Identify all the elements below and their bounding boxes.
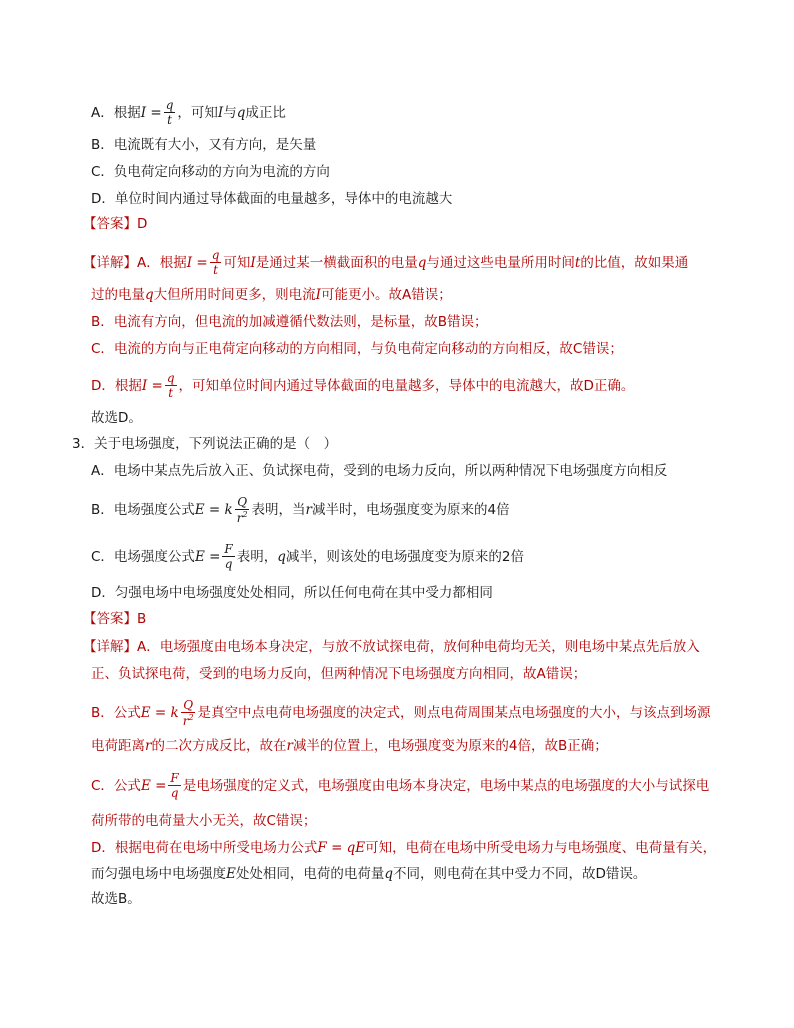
numerator: F	[224, 542, 233, 556]
answer-label: 【答案】D	[83, 216, 148, 232]
denominator: q	[224, 557, 233, 571]
denominator: t	[167, 113, 172, 127]
option-b-text: 表明，当	[251, 502, 306, 518]
detail-text: 电荷距离	[91, 738, 145, 754]
formula-lhs: E =	[194, 548, 221, 565]
detail-line-1: 【详解】A．电场强度由电场本身决定，与放不放试探电荷，放何种电荷均无关，则电场中某点先后放入	[83, 639, 700, 655]
exponent: 2	[242, 510, 248, 519]
formula: F = qE	[317, 840, 366, 856]
detail-text: 不同，则电荷在其中受力不同，故D错误。	[393, 866, 647, 882]
detail-text: 可知	[223, 254, 251, 271]
option-a	[91, 99, 286, 126]
numerator: q	[165, 98, 174, 112]
detail-text: 而匀强电场中电场强度	[91, 866, 226, 882]
option-a-text: 与	[223, 104, 237, 121]
fraction-q-over-t	[210, 249, 222, 276]
numerator: q	[166, 371, 175, 385]
detail-text: 过的电量	[91, 287, 145, 303]
detail-text: ，可知单位时间内通过导体截面的电量越多，导体中的电流越大，故D正确。	[178, 377, 635, 394]
detail-text: 是真空中点电荷电场强度的决定式，则点电荷周围某点电场强度的大小，与该点到场源	[197, 705, 711, 721]
detail-text: 与通过这些电量所用时间	[426, 254, 575, 271]
formula-lhs: E = k	[194, 502, 233, 518]
variable: q	[277, 548, 286, 565]
detail-text: 处处相同，电荷的电荷量	[235, 866, 385, 882]
fraction-f-over-q	[168, 772, 180, 799]
variable: q	[384, 866, 394, 882]
variable: I	[315, 287, 321, 303]
numerator: Q	[183, 698, 194, 712]
detail-line-5	[91, 772, 709, 799]
detail-text: D．根据	[91, 377, 142, 394]
numerator: q	[211, 248, 220, 262]
detail-line-2	[91, 285, 452, 305]
detail-line-2: 正、负试探电荷，受到的电场力反向，但两种情况下电场强度方向相同，故A错误；	[91, 666, 587, 682]
detail-text: 的比值，故如果通	[580, 254, 689, 271]
denominator	[181, 713, 196, 727]
answer-label: 【答案】B	[83, 611, 147, 627]
conclusion-line: 故选B。	[91, 891, 141, 907]
option-c-text: C．电场强度公式	[91, 548, 195, 565]
detail-line-4	[91, 736, 608, 756]
denominator: t	[168, 386, 174, 400]
detail-text: D．根据电荷在电场中所受电场力公式	[91, 840, 318, 856]
variable: I	[250, 254, 256, 271]
variable: r	[145, 738, 152, 754]
variable: q	[145, 287, 154, 303]
option-a-text: 成正比	[245, 104, 286, 121]
formula-lhs: E =	[140, 777, 167, 794]
detail-line-1	[83, 249, 688, 276]
detail-line-5	[91, 372, 634, 399]
fraction-q-over-r-squared	[235, 496, 250, 524]
option-b	[91, 496, 510, 524]
variable: r	[286, 738, 293, 754]
variable: I	[217, 104, 224, 121]
detail-line-3	[91, 699, 711, 727]
detail-line-8	[91, 864, 646, 884]
fraction-q-over-t	[165, 372, 177, 399]
formula-lhs: I =	[186, 254, 208, 271]
formula-lhs: I =	[141, 377, 163, 394]
detail-text: C．公式	[91, 777, 141, 794]
detail-text: 是电场强度的定义式，电场强度由电场本身决定，电场中某点的电场强度的大小与试探电	[182, 777, 710, 794]
formula-lhs: E = k	[140, 705, 179, 721]
option-a-text: ，可知	[177, 104, 218, 121]
fraction-q-over-r-squared	[181, 699, 196, 727]
question-3-stem: 3．关于电场强度，下列说法正确的是（ ）	[72, 436, 338, 452]
option-c-text: 减半，则该处的电场强度变为原来的2倍	[285, 548, 524, 565]
denominator: t	[213, 263, 218, 277]
fraction-q-over-t	[164, 99, 176, 126]
variable: q	[417, 254, 427, 271]
option-b-text: B．电场强度公式	[91, 502, 195, 518]
formula-lhs: I =	[140, 104, 162, 121]
denominator	[235, 510, 250, 524]
variable: E	[226, 866, 236, 882]
detail-text: B．公式	[91, 705, 141, 721]
option-c	[91, 543, 524, 570]
variable: r	[305, 502, 313, 518]
option-a: A．电场中某点先后放入正、负试探电荷，受到的电场力反向，所以两种情况下电场强度方向相反	[91, 463, 668, 479]
numerator: F	[170, 771, 179, 785]
detail-line-6: 荷所带的电荷量大小无关，故C错误；	[91, 813, 317, 829]
option-b: B．电流既有大小，又有方向，是矢量	[91, 137, 317, 153]
detail-line-3: B．电流有方向，但电流的加减遵循代数法则，是标量，故B错误；	[91, 314, 488, 330]
exponent: 2	[188, 713, 194, 722]
conclusion-line: 故选D。	[91, 410, 142, 426]
option-d: D．单位时间内通过导体截面的电量越多，导体中的电流越大	[91, 191, 453, 207]
detail-line-7	[91, 838, 716, 858]
detail-text: 大但所用时间更多，则电流	[153, 287, 316, 303]
option-d: D．匀强电场中电场强度处处相同，所以任何电荷在其中受力都相同	[91, 585, 493, 601]
denominator-base: r	[182, 714, 189, 728]
detail-text: A．根据	[137, 254, 187, 271]
option-a-text: A．根据	[91, 104, 141, 121]
option-c-text: 表明，	[236, 548, 278, 565]
denominator-base: r	[236, 511, 243, 525]
detail-text: 是通过某一横截面积的电量	[255, 254, 418, 271]
detail-text: 可能更小。故A错误；	[321, 287, 452, 303]
option-b-text: 减半时，电场强度变为原来的4倍	[312, 502, 510, 518]
denominator: q	[170, 786, 179, 800]
detail-tag: 【详解】	[83, 254, 137, 271]
detail-line-4: C．电流的方向与正电荷定向移动的方向相同，与负电荷定向移动的方向相反，故C错误；	[91, 341, 623, 357]
numerator: Q	[237, 495, 248, 509]
detail-text: 可知，电荷在电场中所受电场力与电场强度、电荷量有关，	[365, 840, 717, 856]
variable: q	[236, 104, 246, 121]
variable: t	[574, 254, 581, 271]
detail-text: 的二次方成反比，故在	[151, 738, 287, 754]
fraction-f-over-q	[222, 543, 234, 570]
detail-text: 减半的位置上，电场强度变为原来的4倍，故B正确；	[292, 738, 608, 754]
option-c: C．负电荷定向移动的方向为电流的方向	[91, 164, 330, 180]
